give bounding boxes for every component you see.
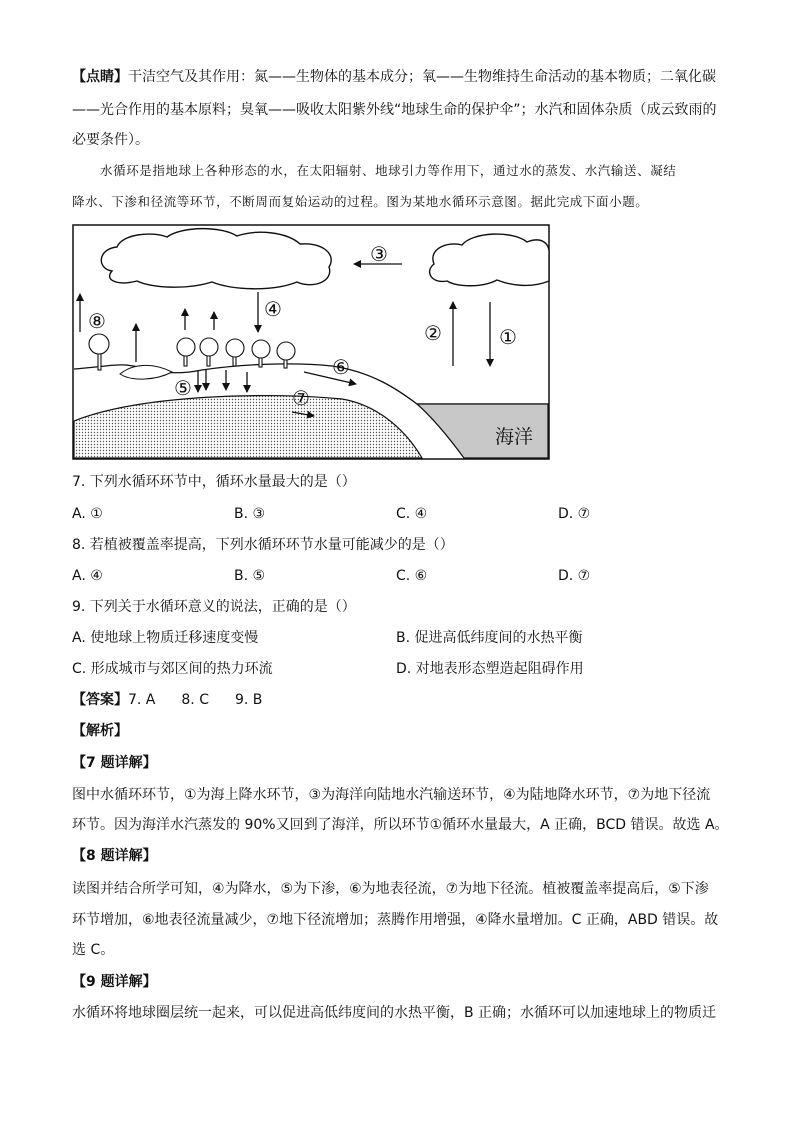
water-cycle-diagram: [72, 224, 550, 460]
answer-tag: 【答案】: [72, 692, 128, 708]
q8-detail-line-3: 选 C。: [72, 942, 115, 958]
q7-option-a: A. ①: [72, 506, 103, 522]
q9-option-a: A. 使地球上物质迁移速度变慢: [72, 630, 259, 646]
marker-4: ④: [264, 297, 282, 321]
q8-option-c: C. ⑥: [396, 568, 428, 584]
q7-option-d: D. ⑦: [558, 506, 591, 522]
answer-8: 8. C: [181, 692, 209, 708]
q8-option-b: B. ⑤: [234, 568, 266, 584]
marker-6: ⑥: [332, 355, 350, 379]
marker-8: ⑧: [88, 309, 106, 333]
q8-option-a: A. ④: [72, 568, 103, 584]
q8-detail-line-2: 环节增加，⑥地表径流量减少，⑦地下径流增加；蒸腾作用增强，④降水量增加。C 正确，ABD 错误。故: [72, 912, 719, 928]
tip-tag: 【点睛】: [72, 69, 128, 85]
analysis-title: 【解析】: [72, 723, 128, 739]
q7-detail-title: 【7 题详解】: [72, 755, 157, 771]
q9-option-d: D. 对地表形态塑造起阻碍作用: [396, 661, 584, 677]
intro-line-1: 水循环是指地球上各种形态的水，在太阳辐射、地球引力等作用下，通过水的蒸发、水汽输送、凝结: [100, 163, 677, 178]
tip-line-1: 【点睛】干洁空气及其作用：氮——生物体的基本成分；氧——生物维持生命活动的基本物质；二氧化碳: [72, 69, 716, 85]
tip-line-2: ——光合作用的基本原料；臭氧——吸收太阳紫外线“地球生命的保护伞”；水汽和固体杂质（成云致雨的: [72, 102, 717, 118]
q8-detail-title: 【8 题详解】: [72, 848, 157, 864]
q9-detail-line-1: 水循环将地球圈层统一起来，可以促进高低纬度间的水热平衡，B 正确；水循环可以加速地球上的物质迁: [72, 1005, 717, 1021]
marker-7: ⑦: [292, 386, 310, 410]
q8-detail-line-1: 读图并结合所学可知，④为降水，⑤为下渗，⑥为地表径流，⑦为地下径流。植被覆盖率提高后，⑤下渗: [72, 881, 709, 897]
question-8-stem: 8. 若植被覆盖率提高，下列水循环环节水量可能减少的是（）: [72, 537, 454, 553]
question-9-stem: 9. 下列关于水循环意义的说法，正确的是（）: [72, 599, 356, 615]
marker-2: ②: [424, 321, 442, 345]
tip-line-3: 必要条件）。: [72, 132, 149, 148]
q7-option-b: B. ③: [234, 506, 266, 522]
q7-detail-line-1: 图中水循环环节，①为海上降水环节，③为海洋向陆地水汽输送环节，④为陆地降水环节，⑦为地下径流: [72, 787, 711, 803]
ocean-label: 海洋: [494, 426, 534, 448]
q7-detail-line-2: 环节。因为海洋水汽蒸发的 90%又回到了海洋，所以环节①循环水量最大，A 正确，BCD 错误。故选 A。: [72, 817, 729, 833]
answer-9: 9. B: [234, 692, 263, 708]
q9-option-b: B. 促进高低纬度间的水热平衡: [396, 630, 583, 646]
marker-3: ③: [370, 242, 388, 266]
question-7-stem: 7. 下列水循环环节中，循环水量最大的是（）: [72, 474, 356, 490]
answer-7: 7. A: [128, 692, 156, 708]
q9-detail-title: 【9 题详解】: [72, 974, 157, 990]
q9-option-c: C. 形成城市与郊区间的热力环流: [72, 661, 273, 677]
intro-line-2: 降水、下渗和径流等环节，不断周而复始运动的过程。图为某地水循环示意图。据此完成下面小题。: [72, 194, 649, 209]
q8-option-d: D. ⑦: [558, 568, 591, 584]
q7-option-c: C. ④: [396, 506, 428, 522]
answer-line: [72, 691, 722, 709]
marker-5: ⑤: [174, 376, 192, 400]
marker-1: ①: [499, 325, 517, 349]
